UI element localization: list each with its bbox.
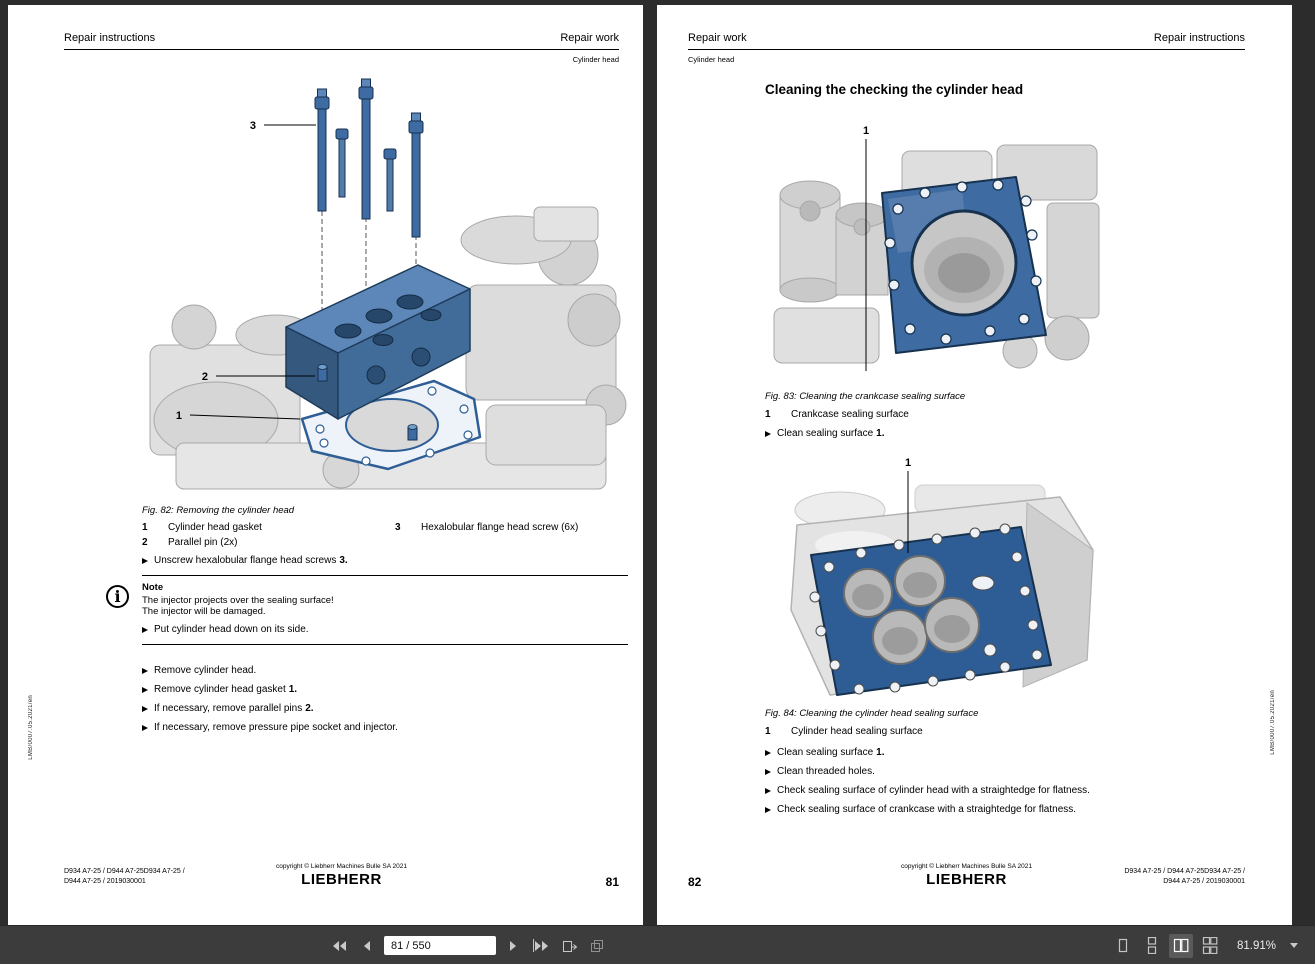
fig-84-illustration (765, 455, 1105, 703)
page-number: 82 (688, 875, 702, 889)
note-title: Note (142, 582, 164, 593)
view-controls (1111, 926, 1303, 964)
page-number-box (384, 936, 496, 955)
step-arrow-icon (765, 788, 771, 794)
step-arrow-icon (765, 807, 771, 813)
stacked-pages-icon (589, 939, 605, 953)
step-arrow-icon (765, 431, 771, 437)
document-code: LMB/0007.05.2021/en (1270, 690, 1276, 755)
single-page-layout-icon (1115, 937, 1131, 954)
fig-83-illustration (762, 123, 1107, 383)
page-81 (8, 5, 643, 925)
instruction-step: Clean sealing surface 1. (765, 428, 1251, 439)
viewer-toolbar (0, 925, 1315, 964)
page-navigation (328, 926, 608, 964)
continuous-layout-button[interactable] (1140, 934, 1164, 958)
last-page-icon (534, 940, 549, 952)
footer-models: D934 A7-25 / D944 A7-25D934 A7-25 / D944 A7-25 / 2019030001 (1124, 868, 1245, 885)
legend-item: 1 Cylinder head gasket (142, 522, 262, 533)
callout-2: 2 (201, 371, 208, 383)
page-82 (657, 5, 1292, 925)
facing-continuous-layout-button[interactable] (1198, 934, 1222, 958)
continuous-layout-icon (1144, 937, 1160, 954)
legend-item: 2 Parallel pin (2x) (142, 536, 238, 548)
fig-82-legend (142, 522, 628, 551)
instruction-step: If necessary, remove pressure pipe socket and injector. (142, 722, 628, 733)
header-right: Repair work (560, 32, 619, 44)
next-view-button[interactable] (558, 935, 580, 957)
legend-item: 1 Crankcase sealing surface (765, 409, 909, 420)
step-arrow-icon (142, 706, 148, 712)
subheader: Cylinder head (688, 55, 735, 64)
previous-page-button[interactable] (356, 935, 378, 957)
header-right: Repair instructions (1153, 32, 1245, 44)
note-box (114, 575, 628, 645)
callout-1: 1 (862, 125, 870, 137)
step-arrow-icon (142, 687, 148, 693)
chevron-down-icon (1290, 943, 1298, 948)
liebherr-logo: LIEBHERR (926, 871, 1007, 888)
step-arrow-icon (142, 627, 148, 633)
instruction-step: Remove cylinder head. (142, 665, 628, 676)
step-arrow-icon (765, 769, 771, 775)
next-page-button[interactable] (502, 935, 524, 957)
footer-models: D934 A7-25 / D944 A7-25D934 A7-25 / D944 A7-25 / 2019030001 (64, 868, 185, 885)
info-icon: i (106, 585, 129, 608)
instruction-step: Clean sealing surface 1. (765, 747, 1251, 758)
fig-84-caption: Fig. 84: Cleaning the cylinder head sealing surface (765, 708, 979, 719)
fig-83-legend (765, 409, 909, 424)
legend-item: 1 Cylinder head sealing surface (765, 726, 923, 737)
header-left: Repair work (688, 32, 747, 44)
cylinder-head-sealing-surface-drawing (765, 455, 1105, 703)
subheader: Cylinder head (572, 55, 619, 64)
crankcase-sealing-surface-drawing (762, 123, 1107, 383)
legend-item: 3 Hexalobular flange head screw (6x) (395, 522, 579, 533)
step-arrow-icon (765, 750, 771, 756)
single-page-layout-button[interactable] (1111, 934, 1135, 958)
fig-82-caption: Fig. 82: Removing the cylinder head (142, 505, 295, 516)
page-with-arrow-icon (561, 939, 578, 953)
document-code: LMB/0007.05.2021/en (28, 695, 34, 760)
page-copy-button[interactable] (586, 935, 608, 957)
footer-center (64, 863, 619, 888)
callout-3: 3 (249, 120, 256, 132)
step-arrow-icon (142, 725, 148, 731)
liebherr-logo: LIEBHERR (301, 871, 382, 888)
footer-copyright: copyright © Liebherr Machines Bulle SA 2021 (276, 863, 407, 870)
last-page-button[interactable] (530, 935, 552, 957)
facing-continuous-layout-icon (1202, 937, 1218, 954)
callout-1: 1 (904, 457, 912, 469)
first-page-icon (332, 940, 347, 952)
previous-page-icon (362, 940, 372, 952)
instruction-step: If necessary, remove parallel pins 2. (142, 703, 628, 714)
facing-pages-layout-button[interactable] (1169, 934, 1193, 958)
first-page-button[interactable] (328, 935, 350, 957)
header-left: Repair instructions (64, 32, 156, 44)
instruction-step: Check sealing surface of crankcase with a straightedge for flatness. (765, 804, 1251, 815)
callout-1: 1 (175, 410, 182, 422)
page-header (64, 32, 619, 50)
step-arrow-icon (142, 668, 148, 674)
fig-83-caption: Fig. 83: Cleaning the crankcase sealing surface (765, 391, 966, 402)
fig-82-illustration (136, 75, 628, 495)
facing-pages-layout-icon (1173, 937, 1189, 954)
note-line: The injector projects over the sealing surface! (142, 595, 334, 606)
fig-84-legend (765, 726, 923, 741)
instruction-step: Put cylinder head down on its side. (142, 624, 628, 635)
next-page-icon (508, 940, 518, 952)
page-number: 81 (605, 875, 619, 889)
page-header (688, 32, 1245, 50)
cylinder-head-removal-drawing (136, 75, 628, 495)
note-line: The injector will be damaged. (142, 606, 266, 617)
instruction-step: Unscrew hexalobular flange head screws 3. (142, 555, 628, 566)
step-arrow-icon (142, 558, 148, 564)
instruction-step: Check sealing surface of cylinder head with a straightedge for flatness. (765, 785, 1251, 796)
instruction-step: Clean threaded holes. (765, 766, 1251, 777)
section-title: Cleaning the checking the cylinder head (765, 82, 1024, 97)
zoom-dropdown-button[interactable] (1285, 935, 1303, 957)
instruction-step: Remove cylinder head gasket 1. (142, 684, 628, 695)
footer-copyright: copyright © Liebherr Machines Bulle SA 2021 (901, 863, 1032, 870)
zoom-level: 81.91% (1236, 939, 1276, 952)
